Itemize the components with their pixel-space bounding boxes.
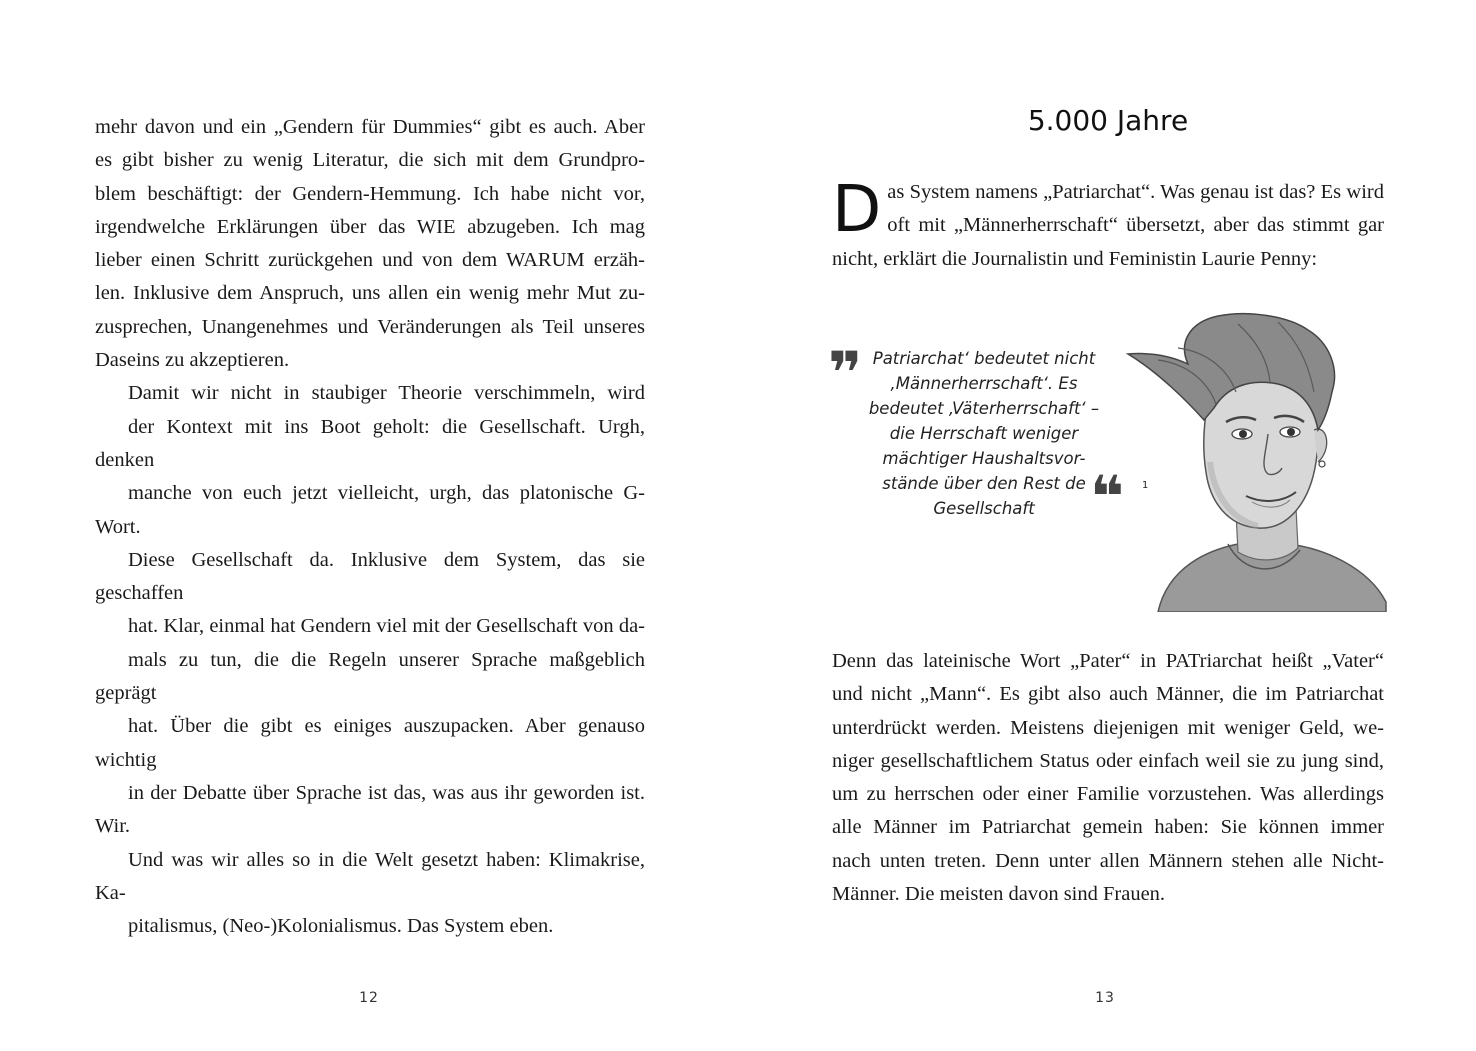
page-number: 12	[359, 990, 379, 1006]
text-line: und nicht „Mann“. Es gibt also auch Männer, die im Patriarchat	[832, 683, 1384, 706]
intro-text	[832, 173, 1384, 276]
quote-close-icon: ❝	[1090, 463, 1125, 531]
page-number: 13	[1095, 990, 1115, 1006]
text-line: nach unten treten. Denn unter allen Männern stehen alle Nicht-	[832, 849, 1384, 872]
text-line: manche von euch jetzt vielleicht, urgh, das platonische G-Wort.	[95, 482, 645, 538]
text-line: Daseins zu akzeptieren.	[95, 349, 290, 372]
text-line: der Kontext mit ins Boot geholt: die Gesellschaft. Urgh, denken	[95, 415, 645, 471]
text-line: alle Männer im Patriarchat gemein haben: Sie können immer	[832, 816, 1384, 839]
paragraph	[95, 377, 645, 943]
text-line: zusprechen, Unangenehmes und Veränderungen als Teil unseres	[95, 315, 645, 338]
text-line: ‚Männerherrschaft‘. Es	[890, 374, 1078, 393]
quote-open-icon: ❞	[828, 339, 863, 407]
text-line: Patriarchat‘ bedeutet nicht	[872, 349, 1096, 368]
paragraph	[95, 111, 645, 377]
text-line: es gibt bisher zu wenig Literatur, die sich mit dem Grundpro-	[95, 149, 645, 172]
text-line: mehr davon und ein „Gendern für Dummies“ gibt es auch. Aber	[95, 116, 645, 138]
text-line: oft mit „Männerherrschaft“ übersetzt, aber das stimmt gar	[887, 214, 1384, 237]
text-line: Männer. Die meisten davon sind Frauen.	[832, 883, 1166, 906]
text-line: hat. Über die gibt es einiges auszupacken. Aber genauso wichtig	[95, 715, 645, 771]
text-line: lieber einen Schritt zurückgehen und von dem WARUM erzäh-	[95, 249, 645, 272]
text-line: nicht, erklärt die Journalistin und Feministin Laurie Penny:	[832, 247, 1318, 270]
text-line: bedeutet ‚Väterherrschaft‘ –	[868, 399, 1100, 418]
intro-paragraph	[832, 173, 1384, 276]
text-line: unterdrückt werden. Meistens diejenigen mit weniger Geld, we-	[832, 716, 1384, 739]
paragraph	[832, 645, 1384, 911]
text-line: Denn das lateinische Wort „Pater“ in PATriarchat heißt „Vater“	[832, 650, 1384, 672]
text-line: Und was wir alles so in die Welt gesetzt haben: Klimakrise, Ka-	[95, 848, 645, 904]
left-page-body	[95, 111, 645, 943]
text-line: hat. Klar, einmal hat Gendern viel mit der Gesellschaft von da-	[128, 615, 645, 638]
text-line: Diese Gesellschaft da. Inklusive dem System, das sie geschaffen	[95, 548, 645, 605]
text-line: pitalismus, (Neo-)Kolonialismus. Das System eben.	[128, 915, 554, 938]
footnote-marker: 1	[1142, 480, 1149, 491]
drop-cap: D	[832, 173, 882, 247]
text-line: mächtiger Haushaltsvor-	[882, 449, 1086, 468]
text-line: mals zu tun, die die Regeln unserer Sprache maßgeblich geprägt	[95, 648, 645, 705]
text-line: um zu herrschen oder einer Familie vorzustehen. Was allerdings	[832, 783, 1384, 806]
text-line: len. Inklusive dem Anspruch, uns allen ein wenig mehr Mut zu-	[95, 282, 645, 305]
text-line: as System namens „Patriarchat“. Was genau ist das? Es wird	[887, 181, 1384, 203]
text-line: in der Debatte über Sprache ist das, was aus ihr geworden ist. Wir.	[95, 781, 645, 838]
text-line: die Herrschaft weniger	[889, 424, 1079, 443]
pull-quote	[828, 340, 1158, 530]
text-line: blem beschäftigt: der Gendern-Hemmung. Ich habe nicht vor,	[95, 182, 645, 205]
right-page	[738, 0, 1476, 1051]
text-line: Gesellschaft	[933, 499, 1035, 518]
chapter-title: 5.000 Jahre	[1027, 104, 1189, 137]
quote-text	[868, 346, 1100, 521]
text-line: niger gesellschaftlichem Status oder einfach weil sie zu jung sind,	[832, 749, 1384, 772]
right-page-body	[832, 645, 1384, 911]
portrait-illustration	[1118, 312, 1388, 612]
text-line: irgendwelche Erklärungen über das WIE abzugeben. Ich mag	[95, 215, 645, 238]
text-line: stände über den Rest de	[882, 474, 1086, 493]
text-line: Damit wir nicht in staubiger Theorie verschimmeln, wird	[128, 382, 645, 405]
